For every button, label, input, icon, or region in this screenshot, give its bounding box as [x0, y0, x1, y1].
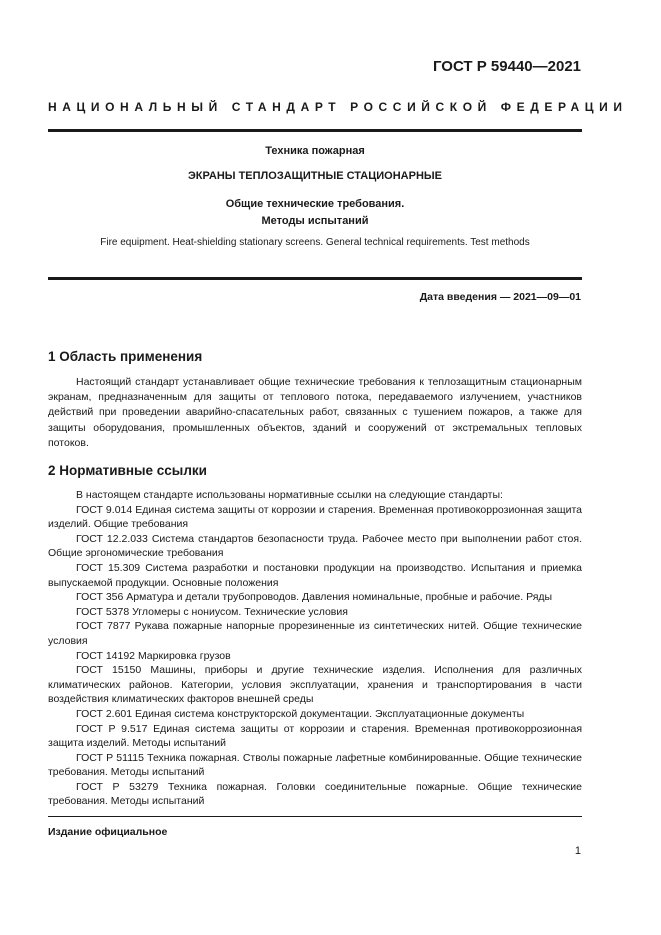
section-1-body: Настоящий стандарт устанавливает общие технические требования к теплозащитным стационарным экранам, предназначенным для защиты от теплового потока, передаваемого излучением, участников действий при проведении аварийно-спасательных работ, связанных с тушением пожаров, а также для защиты оборудования, промышленных объектов, зданий и сооружений от экстремальных тепловых потоков.	[48, 376, 582, 449]
reference-item: ГОСТ 7877 Рукава пожарные напорные прорезиненные из синтетических нитей. Общие технические условия	[48, 620, 582, 647]
page-number: 1	[574, 845, 581, 857]
introduction-date: Дата введения — 2021—09—01	[419, 291, 581, 303]
title-block-divider	[48, 277, 582, 280]
reference-item: ГОСТ Р 51115 Техника пожарная. Стволы пожарные лафетные комбинированные. Общие технические требования. Методы испытаний	[48, 751, 582, 779]
reference-item: ГОСТ 2.601 Единая система конструкторской документации. Эксплуатационные документы	[76, 707, 525, 720]
reference-item: ГОСТ 9.014 Единая система защиты от коррозии и старения. Временная противокоррозионная защита изделий. Общие требования	[48, 503, 582, 531]
reference-item: ГОСТ Р 53279 Техника пожарная. Головки соединительные пожарные. Общие технические требования. Методы испытаний	[48, 780, 582, 808]
series-title: Техника пожарная	[265, 145, 365, 157]
subtitle-line-2: Методы испытаний	[261, 215, 369, 227]
reference-item: ГОСТ 15.309 Система разработки и постановки продукции на производство. Испытания и приемка выпускаемой продукции. Основные положения	[48, 561, 582, 589]
references-intro: В настоящем стандарте использованы нормативные ссылки на следующие стандарты:	[76, 489, 503, 501]
subtitle-line-1: Общие технические требования.	[225, 198, 405, 210]
reference-item: ГОСТ 15150 Машины, приборы и другие технические изделия. Исполнения для различных климатических районов. Категории, условия эксплуатации, хранения и транспортирования в части воздействия климатических факторов внешней среды	[48, 664, 582, 706]
top-divider	[48, 129, 582, 132]
normative-references-list	[48, 488, 582, 809]
section-1-heading: 1 Область применения	[48, 349, 203, 364]
document-subtitle	[48, 196, 582, 230]
reference-item: ГОСТ 356 Арматура и детали трубопроводов. Давления номинальные, пробные и рабочие. Ряды	[76, 591, 553, 604]
section-2-heading: 2 Нормативные ссылки	[48, 463, 207, 478]
footer-divider	[48, 816, 582, 817]
reference-item: ГОСТ Р 9.517 Единая система защиты от коррозии и старения. Временная противокоррозионная защита изделий. Методы испытаний	[48, 722, 582, 750]
reference-item: ГОСТ 14192 Маркировка грузов	[76, 649, 231, 662]
reference-item: ГОСТ 12.2.033 Система стандартов безопасности труда. Рабочее место при выполнении работ стоя. Общие эргономические требования	[48, 532, 582, 560]
reference-item: ГОСТ 5378 Угломеры с нониусом. Технические условия	[76, 605, 348, 618]
official-edition-label: Издание официальное	[48, 826, 168, 838]
document-number: ГОСТ Р 59440—2021	[432, 58, 581, 75]
english-title: Fire equipment. Heat-shielding stationary screens. General technical requirements. Test methods	[100, 237, 530, 248]
national-standard-title: НАЦИОНАЛЬНЫЙ СТАНДАРТ РОССИЙСКОЙ ФЕДЕРАЦИИ	[48, 100, 628, 114]
document-title: ЭКРАНЫ ТЕПЛОЗАЩИТНЫЕ СТАЦИОНАРНЫЕ	[187, 170, 443, 182]
